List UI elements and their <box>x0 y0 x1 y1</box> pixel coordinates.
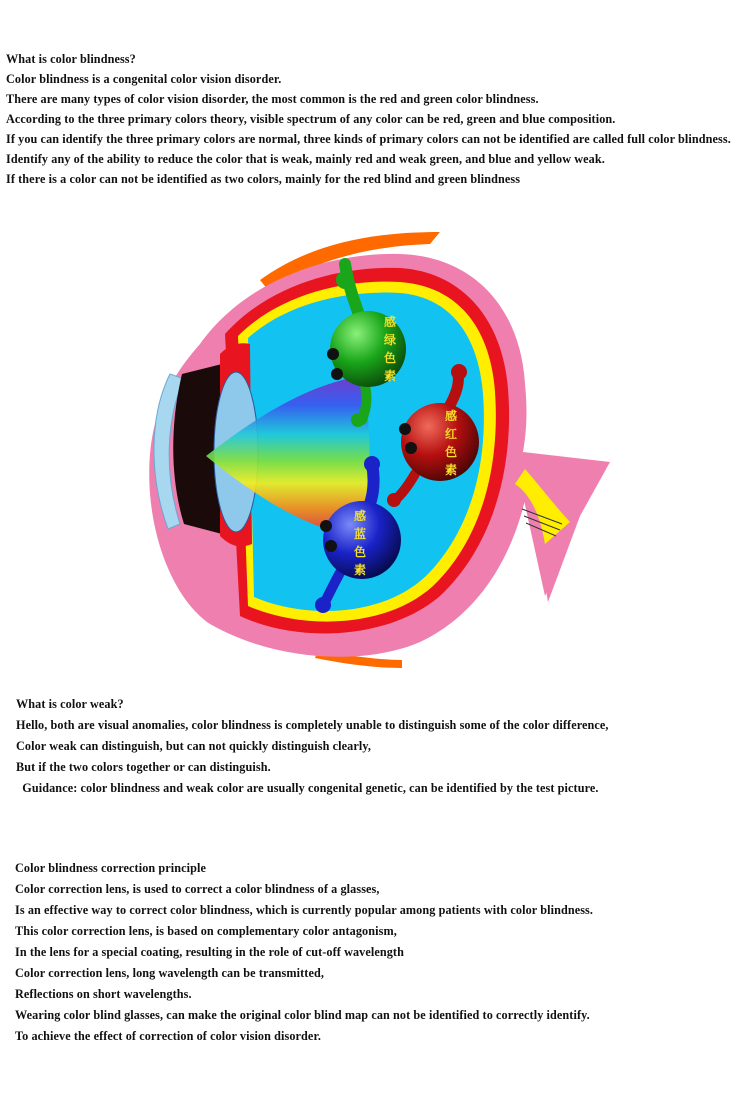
correction-line: To achieve the effect of correction of color vision disorder. <box>15 1029 321 1043</box>
svg-text:红: 红 <box>445 427 458 441</box>
intro-heading: What is color blindness? <box>6 52 136 66</box>
svg-text:感: 感 <box>354 509 367 523</box>
correction-principle-section <box>15 858 750 1047</box>
color-weak-section <box>16 694 750 799</box>
intro-line: If you can identify the three primary colors are normal, three kinds of primary colors can not be identified are called full color blindness. <box>6 132 731 146</box>
correction-line: Is an effective way to correct color blindness, which is currently popular among patients with color blindness. <box>15 903 594 917</box>
correction-line: Color correction lens, long wavelength can be transmitted, <box>15 966 324 980</box>
correction-line: Color correction lens, is used to correct a color blindness of a glasses, <box>15 882 380 896</box>
svg-text:色: 色 <box>445 445 458 459</box>
svg-text:色: 色 <box>354 545 367 559</box>
intro-section <box>6 49 750 189</box>
correction-heading: Color blindness correction principle <box>15 861 207 875</box>
intro-line: Color blindness is a congenital color vision disorder. <box>6 72 282 86</box>
intro-line: According to the three primary colors theory, visible spectrum of any color can be red, green and blue composition. <box>6 112 616 126</box>
svg-text:蓝: 蓝 <box>354 527 367 541</box>
svg-text:感: 感 <box>445 409 458 423</box>
intro-line: Identify any of the ability to reduce the color that is weak, mainly red and weak green, and blue and yellow weak. <box>6 152 605 166</box>
color-weak-line: But if the two colors together or can distinguish. <box>16 760 271 774</box>
svg-text:色: 色 <box>384 351 397 365</box>
svg-text:素: 素 <box>354 563 367 577</box>
svg-text:绿: 绿 <box>384 333 397 347</box>
intro-line: There are many types of color vision disorder, the most common is the red and green color blindness. <box>6 92 539 106</box>
correction-line: This color correction lens, is based on complementary color antagonism, <box>15 924 397 938</box>
svg-text:素: 素 <box>445 463 458 477</box>
color-weak-line: Color weak can distinguish, but can not quickly distinguish clearly, <box>16 739 372 753</box>
color-weak-line: Hello, both are visual anomalies, color blindness is completely unable to distinguish some of the color difference, <box>16 718 609 732</box>
correction-line: Reflections on short wavelengths. <box>15 987 192 1001</box>
svg-text:感: 感 <box>384 315 397 329</box>
correction-line: Wearing color blind glasses, can make the original color blind map can not be identified to correctly identify. <box>15 1008 590 1022</box>
color-weak-heading: What is color weak? <box>16 697 124 711</box>
color-weak-line: Guidance: color blindness and weak color are usually congenital genetic, can be identified by the test picture. <box>16 781 599 795</box>
svg-text:素: 素 <box>384 369 397 383</box>
correction-line: In the lens for a special coating, resulting in the role of cut-off wavelength <box>15 945 404 959</box>
eye-cone-diagram <box>140 224 620 668</box>
intro-line: If there is a color can not be identified as two colors, mainly for the red blind and green blindness <box>6 172 521 186</box>
